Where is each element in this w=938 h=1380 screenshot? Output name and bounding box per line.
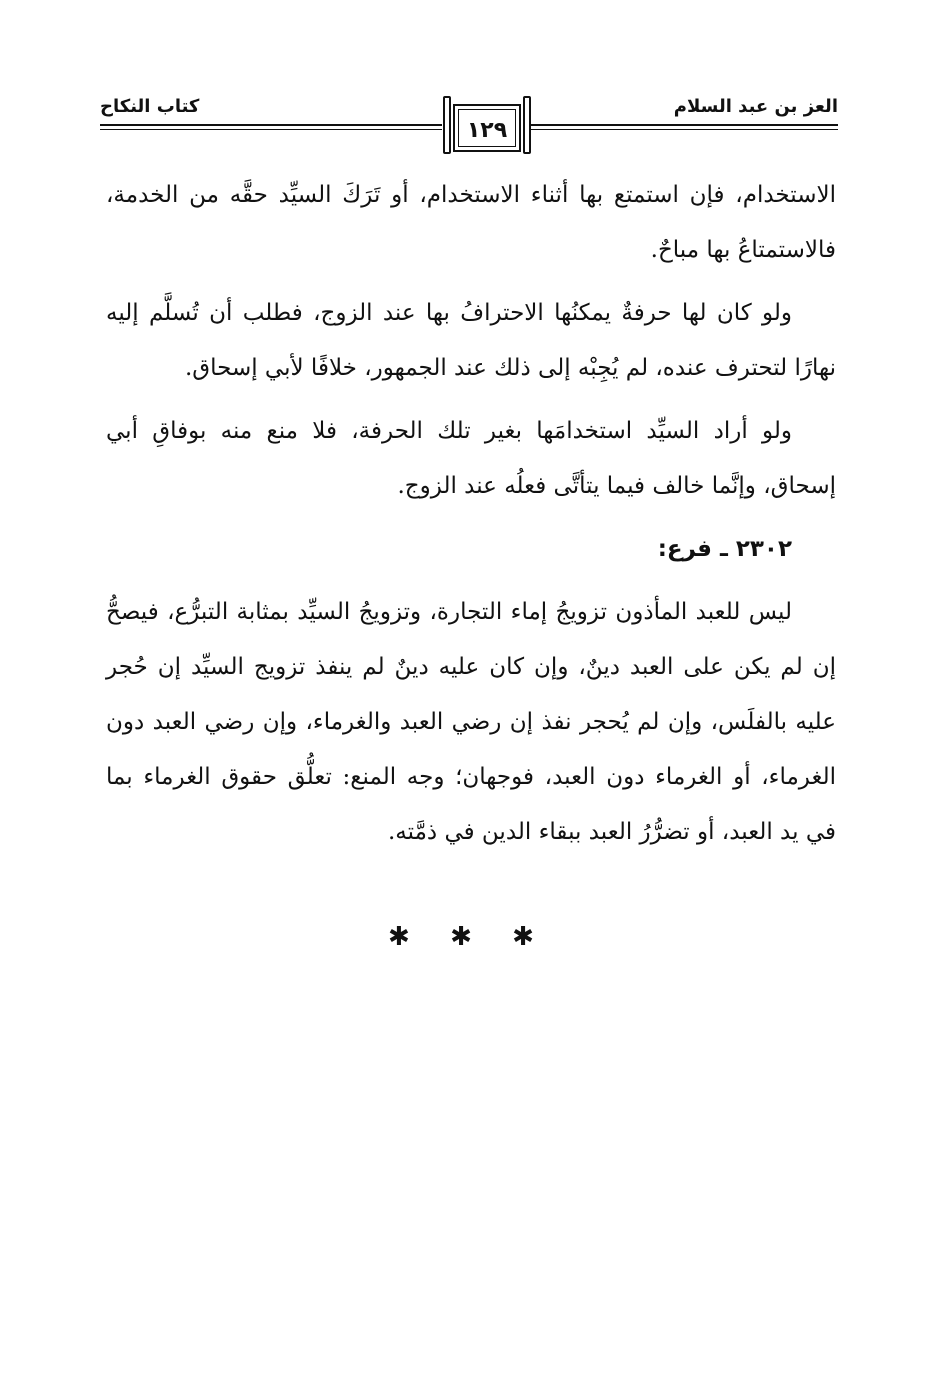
paragraph-3: ولو أراد السيِّد استخدامَها بغير تلك الحرفة، فلا منع منه بوفاقِ أبي إسحاق، وإنَّما خالف فيما يتأتَّى فعلُه عند الزوج. xyxy=(106,418,836,499)
header-rule-left-thin xyxy=(100,129,442,130)
running-head-book-title: كتاب النكاح xyxy=(100,96,200,117)
section-paragraph: ليس للعبد المأذون تزويجُ إماء التجارة، وتزويجُ السيِّد بمثابة التبرُّع، فيصحُّ إن لم يكن على العبد دينٌ، وإن كان عليه دينٌ لم ينفذ تزويج السيِّد إن حُجر عليه بالفلَس، وإن لم يُحجر نفذ إن رضي العبد والغرماء، وإن رضي العبد دون الغرماء، أو الغرماء دون العبد، فوجهان؛ وجه المنع: تعلُّق حقوق الغرماء بما في يد العبد، أو تضرُّرُ العبد ببقاء الدين في ذمَّته. xyxy=(106,599,836,845)
running-head-author: العز بن عبد السلام xyxy=(673,96,838,117)
paragraph-2: ولو كان لها حرفةٌ يمكنُها الاحترافُ بها عند الزوج، فطلب أن تُسلَّم إليه نهارًا لتحترف عنده، لم يُجِبْه إلى ذلك عند الجمهور، خلافًا لأبي إسحاق. xyxy=(106,300,836,381)
section-heading: ٢٣٠٢ ـ فرع: xyxy=(657,536,792,562)
section-end-divider: ✱ ✱ ✱ xyxy=(388,922,550,952)
paragraph-1: الاستخدام، فإن استمتع بها أثناء الاستخدام، أو تَرَكَ السيِّد حقَّه من الخدمة، فالاستمتاعُ بها مباحٌ. xyxy=(106,182,836,263)
page-body xyxy=(106,168,836,868)
header-rule-right xyxy=(528,124,838,126)
page-header xyxy=(100,90,838,154)
header-rule-left xyxy=(100,124,442,126)
header-rule-right-thin xyxy=(528,129,838,130)
page-number: ١٢٩ xyxy=(466,118,508,143)
page-number-frame xyxy=(443,96,531,152)
